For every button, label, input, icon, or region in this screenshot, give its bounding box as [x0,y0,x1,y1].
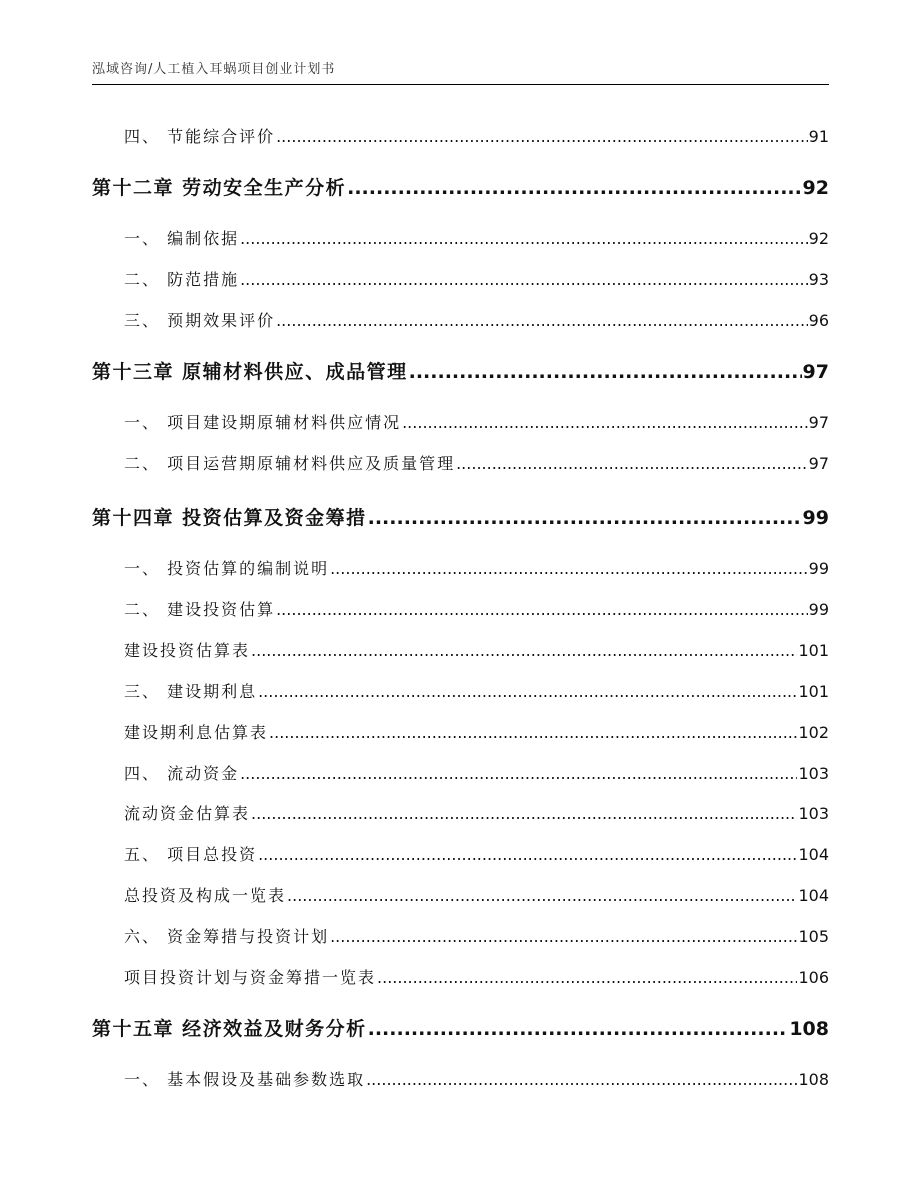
toc-entry-page: 97 [808,454,829,473]
toc-entry-page: 96 [808,311,829,330]
toc-leader-dots [366,1070,797,1089]
toc-entry-label: 二、 建设投资估算 [124,600,276,619]
toc-entry-page: 104 [798,845,829,864]
toc-entry-page: 108 [789,1018,829,1040]
toc-leader-dots [258,682,797,701]
toc-entry-label: 一、 项目建设期原辅材料供应情况 [124,413,402,432]
toc-chapter-entry[interactable] [92,1014,829,1041]
toc-entry-page: 99 [808,559,829,578]
toc-leader-dots [377,968,797,987]
toc-leader-dots [240,764,797,783]
toc-entry-label: 建设投资估算表 [124,641,251,660]
toc-entry-page: 97 [802,361,829,383]
toc-entry-label: 四、 流动资金 [124,764,240,783]
toc-leader-dots [409,361,802,383]
toc-leader-dots [276,311,808,330]
toc-entry-label: 三、 建设期利息 [124,682,258,701]
toc-leader-dots [368,1018,789,1040]
toc-entry-label: 二、 防范措施 [124,270,240,289]
toc-entry[interactable] [124,124,829,147]
toc-entry-page: 93 [808,270,829,289]
toc-entry[interactable] [124,720,829,743]
toc-entry-label: 流动资金估算表 [124,804,251,823]
toc-entry[interactable] [124,965,829,988]
toc-entry[interactable] [124,410,829,433]
toc-entry[interactable] [124,597,829,620]
toc-leader-dots [368,507,802,529]
toc-entry-label: 五、 项目总投资 [124,845,258,864]
toc-entry-page: 104 [798,886,829,905]
toc-entry[interactable] [124,679,829,702]
toc-leader-dots [251,641,797,660]
toc-leader-dots [276,600,808,619]
toc-leader-dots [276,127,808,146]
toc-entry[interactable] [124,842,829,865]
toc-entry-page: 103 [798,804,829,823]
toc-entry[interactable] [124,451,829,474]
toc-leader-dots [240,270,808,289]
toc-leader-dots [269,723,797,742]
toc-entry-page: 101 [798,641,829,660]
toc-entry-page: 102 [798,723,829,742]
toc-entry[interactable] [124,556,829,579]
toc-entry-page: 92 [802,177,829,199]
toc-leader-dots [258,845,797,864]
toc-chapter-entry[interactable] [92,173,829,200]
toc-leader-dots [330,559,808,578]
toc-entry[interactable] [124,308,829,331]
toc-entry-label: 建设期利息估算表 [124,723,269,742]
toc-entry-label: 第十五章 经济效益及财务分析 [92,1018,367,1040]
toc-entry-label: 一、 投资估算的编制说明 [124,559,330,578]
toc-leader-dots [240,229,808,248]
toc-entry-page: 103 [798,764,829,783]
toc-leader-dots [287,886,797,905]
toc-entry[interactable] [124,267,829,290]
toc-entry-page: 91 [808,127,829,146]
toc-entry[interactable] [124,226,829,249]
toc-entry-page: 92 [808,229,829,248]
toc-entry-label: 项目投资计划与资金筹措一览表 [124,968,377,987]
toc-entry-label: 第十二章 劳动安全生产分析 [92,177,347,199]
toc-leader-dots [347,177,801,199]
toc-entry-page: 101 [798,682,829,701]
toc-chapter-entry[interactable] [92,357,829,384]
toc-entry-label: 一、 编制依据 [124,229,240,248]
toc-entry-page: 99 [802,507,829,529]
toc-entry-label: 三、 预期效果评价 [124,311,276,330]
toc-entry[interactable] [124,1067,829,1090]
toc-leader-dots [330,927,797,946]
toc-entry-page: 106 [798,968,829,987]
toc-entry-page: 99 [808,600,829,619]
toc-entry[interactable] [124,638,829,661]
toc-entry-label: 二、 项目运营期原辅材料供应及质量管理 [124,454,456,473]
toc-entry-label: 第十三章 原辅材料供应、成品管理 [92,361,408,383]
toc-entry-label: 六、 资金筹措与投资计划 [124,927,330,946]
toc-entry-page: 97 [808,413,829,432]
toc-entry[interactable] [124,761,829,784]
toc-entry-label: 一、 基本假设及基础参数选取 [124,1070,366,1089]
toc-entry[interactable] [124,883,829,906]
toc-entry-label: 四、 节能综合评价 [124,127,276,146]
toc-entry-page: 108 [798,1070,829,1089]
toc-entry-page: 105 [798,927,829,946]
toc-entry-label: 总投资及构成一览表 [124,886,287,905]
toc-leader-dots [402,413,808,432]
toc-entry-label: 第十四章 投资估算及资金筹措 [92,507,367,529]
toc-entry[interactable] [124,924,829,947]
toc-chapter-entry[interactable] [92,503,829,530]
toc-leader-dots [251,804,797,823]
running-header: 泓域咨询/人工植入耳蜗项目创业计划书 [92,62,336,77]
toc-leader-dots [456,454,808,473]
toc-entry[interactable] [124,801,829,824]
